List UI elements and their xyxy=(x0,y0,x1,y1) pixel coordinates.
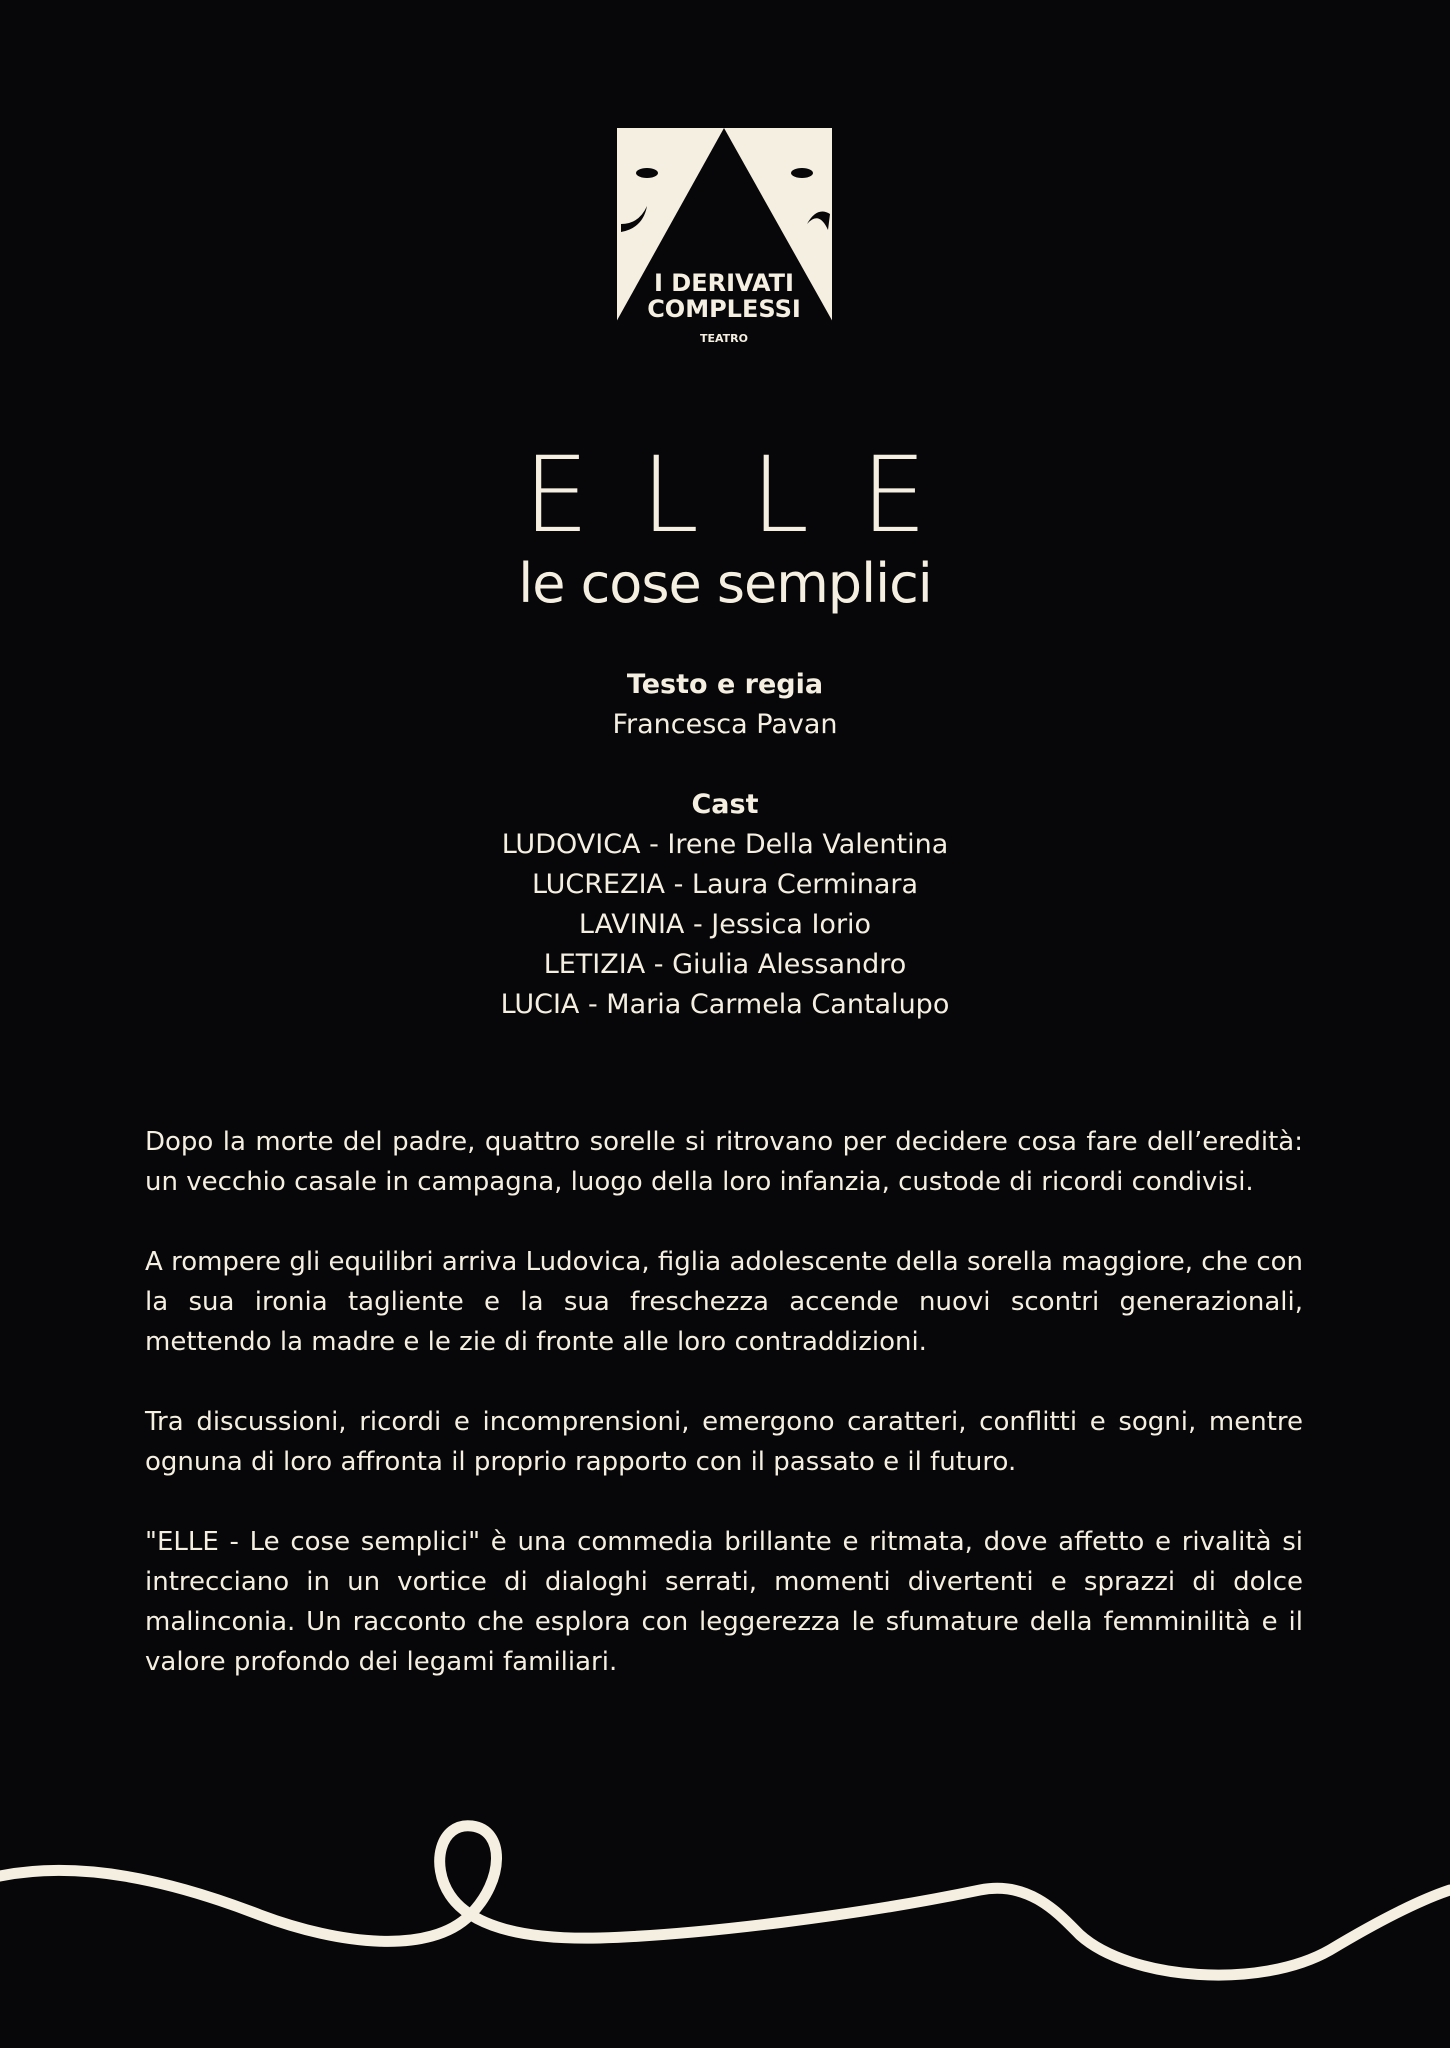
cast-member: LUCIA - Maria Carmela Cantalupo xyxy=(500,989,950,1020)
cast-member: LUDOVICA - Irene Della Valentina xyxy=(501,829,949,860)
show-subtitle: le cose semplici xyxy=(518,552,932,615)
credits-block xyxy=(0,665,1450,1025)
synopsis-paragraph: A rompere gli equilibri arriva Ludovica, figlia adolescente della sorella maggiore, che con la sua ironia tagliente e la sua freschezza accende nuovi scontri generazionali, mettendo la madre e le zie di fronte alle loro contraddizioni. xyxy=(145,1247,1303,1357)
theatre-logo xyxy=(617,128,832,348)
show-title: ELLE xyxy=(523,434,979,556)
synopsis-paragraph: Dopo la morte del padre, quattro sorelle si ritrovano per decidere cosa fare dell’eredità: un vecchio casale in campagna, luogo della loro infanzia, custode di ricordi condivisi. xyxy=(145,1127,1303,1197)
synopsis-paragraph: "ELLE - Le cose semplici" è una commedia brillante e ritmata, dove affetto e rivalità si intrecciano in un vortice di dialoghi serrati, momenti divertenti e sprazzi di dolce malinconia. Un racconto che esplora con leggerezza le sfumature della femminilità e il valore profondo dei legami familiari. xyxy=(145,1527,1303,1677)
cast-member: LAVINIA - Jessica Iorio xyxy=(578,909,872,940)
logo-line3: TEATRO xyxy=(699,332,749,345)
synopsis-paragraph: Tra discussioni, ricordi e incomprensioni, emergono caratteri, conflitti e sogni, mentre ognuna di loro affronta il proprio rapporto con il passato e il futuro. xyxy=(145,1407,1303,1477)
ribbon-loop-icon xyxy=(0,1820,1450,2020)
logo-line2: COMPLESSI xyxy=(647,295,801,323)
cast-member: LUCREZIA - Laura Cerminara xyxy=(531,869,919,900)
director-name: Francesca Pavan xyxy=(612,709,838,740)
theatre-masks-logo-icon xyxy=(617,128,832,348)
direction-label: Testo e regia xyxy=(626,669,824,700)
synopsis xyxy=(145,1122,1303,1722)
ribbon-decoration xyxy=(0,1820,1450,2020)
logo-line1: I DERIVATI xyxy=(654,269,794,297)
cast-label: Cast xyxy=(691,789,759,820)
cast-member: LETIZIA - Giulia Alessandro xyxy=(543,949,907,980)
